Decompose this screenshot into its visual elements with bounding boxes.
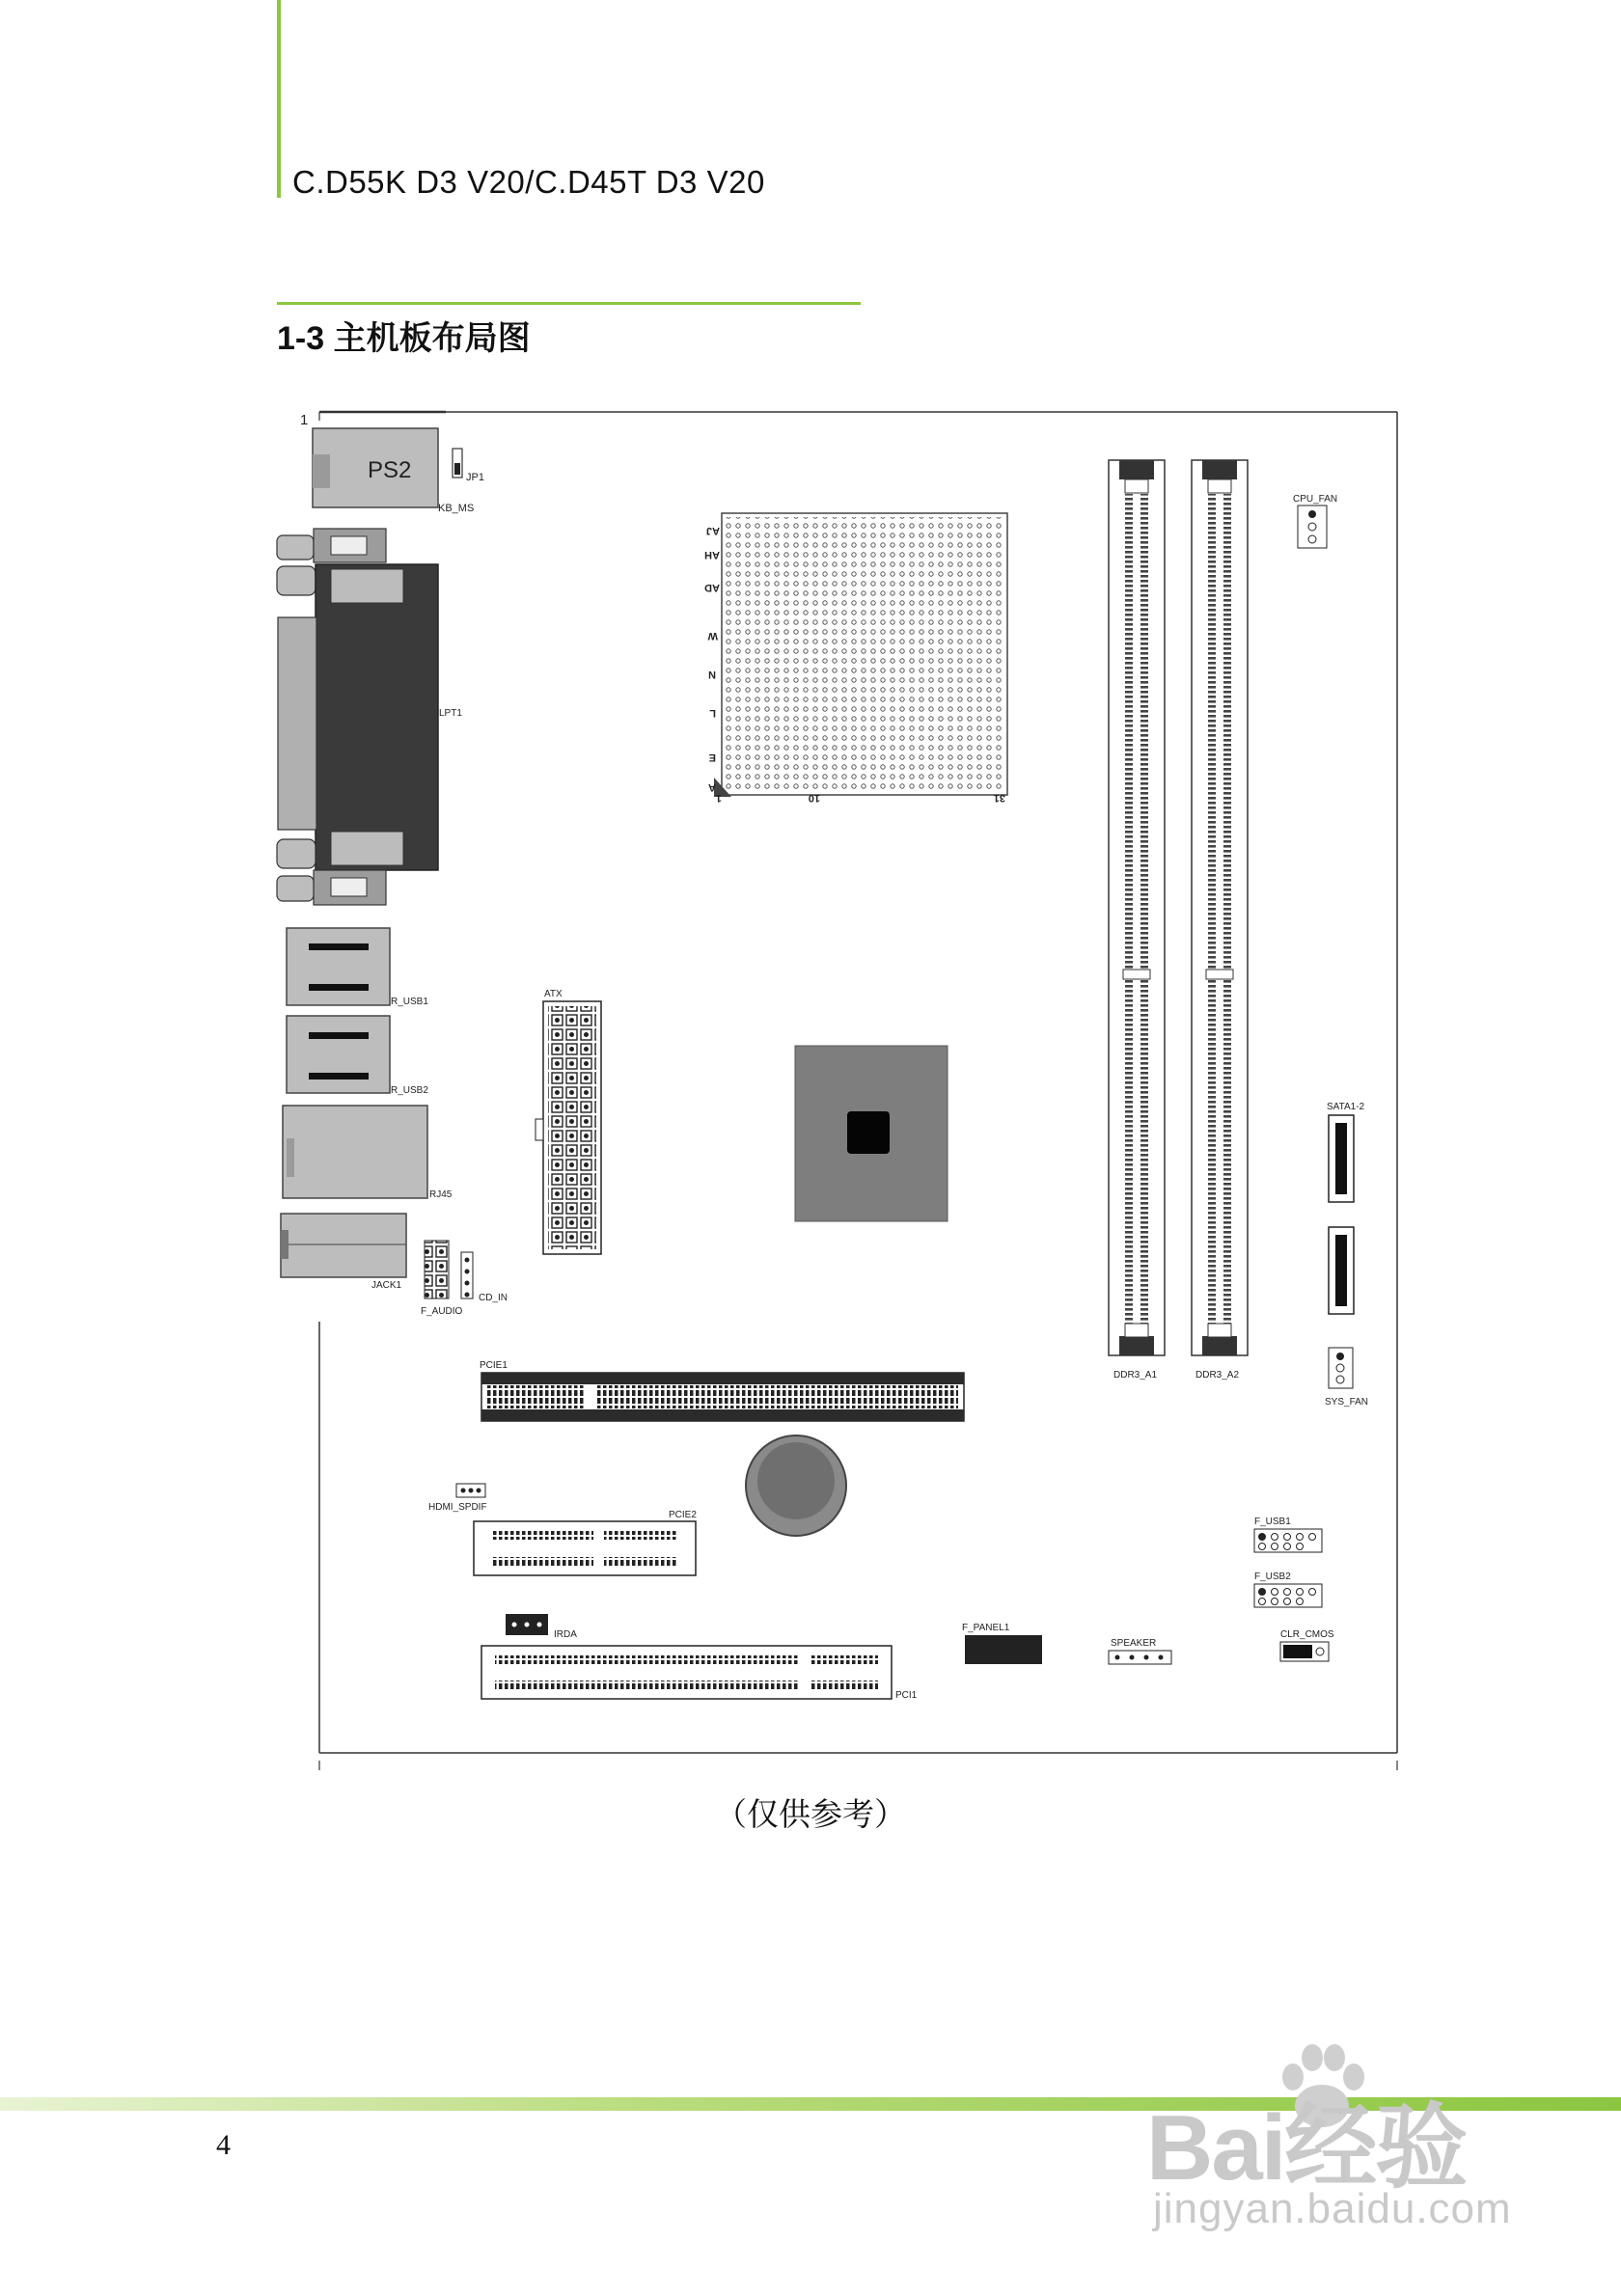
ddr3-a2-label: DDR3_A2 xyxy=(1195,1370,1240,1380)
f-audio-label: F_AUDIO xyxy=(421,1306,463,1317)
f-usb2-header xyxy=(1254,1572,1322,1607)
irda-header xyxy=(506,1614,577,1640)
pcie2-label: PCIE2 xyxy=(669,1510,697,1520)
cpu-row-ah: AH xyxy=(704,549,720,560)
cpu-fan-label: CPU_FAN xyxy=(1293,494,1338,505)
cpu-fan-header xyxy=(1293,494,1337,548)
atx-power-connector xyxy=(536,989,601,1254)
cpu-col-31: 31 xyxy=(993,792,1005,804)
sata-connectors xyxy=(1327,1102,1365,1314)
f-usb2-label: F_USB2 xyxy=(1254,1572,1291,1582)
clr-cmos-label: CLR_CMOS xyxy=(1280,1629,1334,1640)
ddr3-a1-label: DDR3_A1 xyxy=(1113,1370,1158,1380)
jack1-audio-connector xyxy=(281,1214,406,1291)
lpt1-label: LPT1 xyxy=(439,708,462,719)
f-usb1-header xyxy=(1254,1517,1322,1552)
cpu-row-e: E xyxy=(708,752,716,763)
speaker-header xyxy=(1109,1638,1171,1664)
pci1-label: PCI1 xyxy=(895,1690,918,1701)
cd-in-header xyxy=(461,1252,508,1303)
cpu-row-aj: AJ xyxy=(705,525,720,536)
sys-fan-header xyxy=(1325,1348,1368,1408)
pcie1-label: PCIE1 xyxy=(480,1360,508,1371)
clr-cmos-jumper xyxy=(1280,1629,1334,1661)
page-number: 4 xyxy=(216,2129,231,2161)
jack1-label: JACK1 xyxy=(371,1280,402,1291)
sata-label: SATA1-2 xyxy=(1327,1102,1365,1112)
f-panel1-label: F_PANEL1 xyxy=(962,1623,1010,1633)
figure-caption: （仅供参考） xyxy=(715,1796,906,1832)
speaker-label: SPEAKER xyxy=(1111,1638,1157,1649)
r-usb1-connector xyxy=(287,928,428,1007)
f-panel1-header xyxy=(962,1623,1042,1664)
r-usb1-label: R_USB1 xyxy=(391,997,428,1007)
cpu-row-l: L xyxy=(709,707,716,719)
ddr3-a2-slot xyxy=(1192,460,1248,1380)
pcie2-slot xyxy=(474,1510,697,1575)
irda-label: IRDA xyxy=(554,1629,577,1640)
kb-ms-label: KB_MS xyxy=(438,503,475,514)
section-title: 1-3 主机板布局图 xyxy=(277,320,531,357)
watermark-brand: Bai经验 xyxy=(1146,2096,1467,2200)
jp1-jumper xyxy=(453,449,484,483)
r-usb2-connector xyxy=(287,1016,428,1096)
header-model-name: C.D55K D3 V20/C.D45T D3 V20 xyxy=(292,164,765,200)
rj45-label: RJ45 xyxy=(429,1189,453,1200)
f-audio-header xyxy=(421,1241,463,1317)
chipset-heatsink xyxy=(795,1046,948,1221)
atx-label: ATX xyxy=(544,989,563,999)
ddr3-a1-slot xyxy=(1109,460,1165,1380)
rj45-connector xyxy=(283,1106,453,1200)
hdmi-spdif-label: HDMI_SPDIF xyxy=(428,1502,487,1513)
r-usb2-label: R_USB2 xyxy=(391,1085,428,1096)
ps2-label: PS2 xyxy=(368,457,412,483)
pin1-label: 1 xyxy=(300,412,309,428)
cpu-row-n: N xyxy=(708,669,716,680)
pci1-slot xyxy=(481,1646,918,1701)
cpu-socket xyxy=(704,513,1007,804)
pcie1-slot xyxy=(480,1360,964,1421)
lpt1-connector xyxy=(277,529,462,905)
watermark-url: jingyan.baidu.com xyxy=(1153,2185,1512,2232)
cmos-battery xyxy=(746,1435,846,1536)
cpu-col-1: 1 xyxy=(715,792,722,804)
cpu-col-10: 10 xyxy=(808,792,820,804)
sys-fan-label: SYS_FAN xyxy=(1325,1397,1369,1408)
f-usb1-label: F_USB1 xyxy=(1254,1517,1291,1527)
cd-in-label: CD_IN xyxy=(479,1293,508,1303)
jp1-label: JP1 xyxy=(466,472,484,483)
cpu-row-ad: AD xyxy=(704,582,720,593)
cpu-row-a: A xyxy=(708,781,716,793)
hdmi-spdif-header xyxy=(428,1484,487,1513)
ps2-connector xyxy=(313,428,438,507)
cpu-row-w: W xyxy=(707,630,718,642)
